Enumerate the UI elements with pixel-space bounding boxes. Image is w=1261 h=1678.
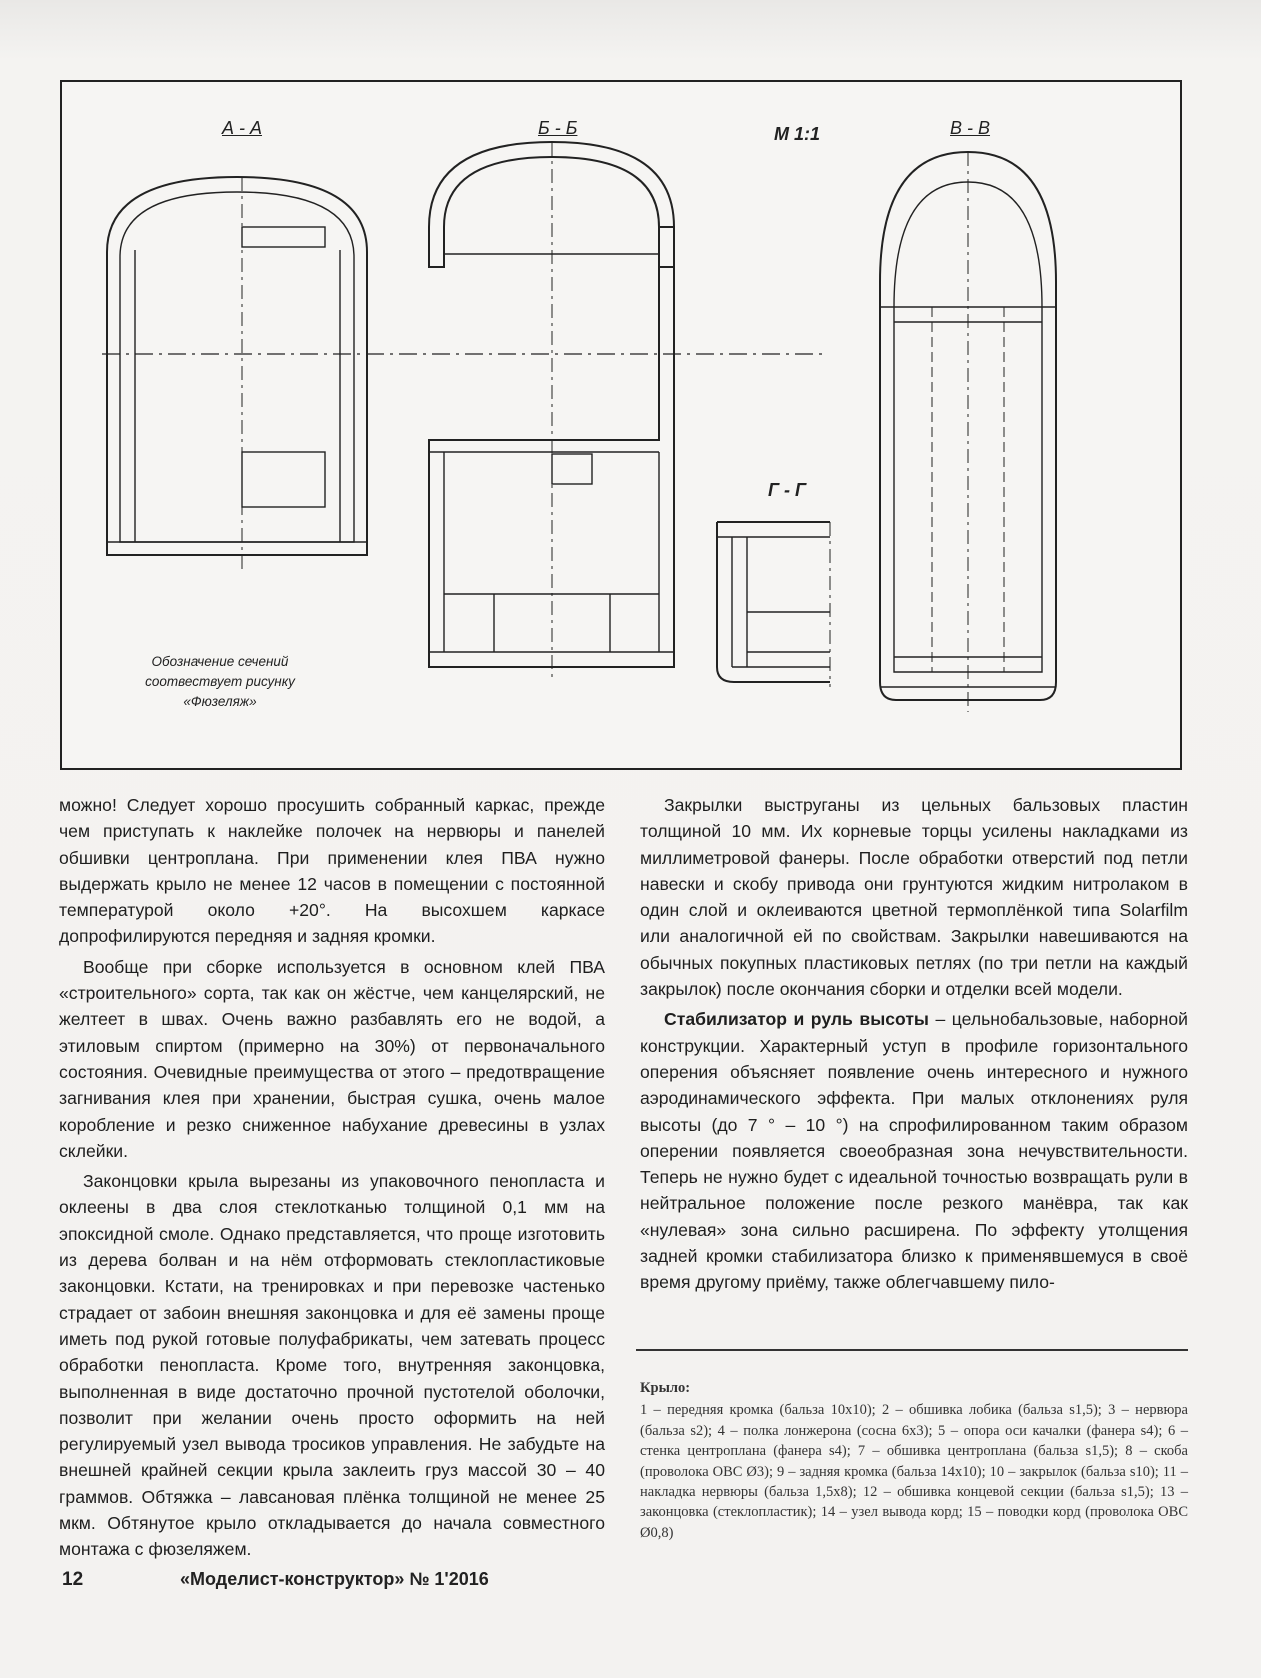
- legend-text: 1 – передняя кромка (бальза 10х10); 2 – обшивка лобика (бальза s1,5); 3 – нервюра (бальза s2); 4 – полка лонжерона (сосна 6х3); 5 – опора оси качалки (фанера s4); 6 – стенка центроплана (фанера s4); 7 – обшивка центроплана (бальза s1,5); 8 – скоба (проволока ОВС Ø3); 9 – задняя кромка (бальза 14х10); 10 – закрылок (бальза s10); 11 – накладка нервюры (бальза 1,5х8); 12 – обшивка концевой секции (бальза s1,5); 13 – законцовка (стеклопластик); 14 – узел вывода корд; 15 – поводки корд (проволока ОВС Ø0,8): [640, 1402, 1188, 1541]
- right-text-column: [640, 792, 1188, 1296]
- legend-divider: [636, 1349, 1188, 1351]
- paragraph-text: – цельнобальзовые, наборной конструкции. Характерный уступ в профиле горизонтального оперения объясняет появление очень интересного и нужного аэродинамического эффекта. При малых отклонениях руля высоты (до 7 ° – 10 °) на спрофилированном таким образом оперении появляется своеобразная зона нечувствительности. Теперь не нужно будет с идеальной точностью возвращать рули в нейтральное положение после резкого манёвра, так как «нулевая» зона сильно расширена. По эффекту утолщения задней кромки стабилизатора близко к применявшемуся в своё время другому приёму, также облегчавшему пило-: [640, 1009, 1188, 1293]
- legend-title: Крыло:: [640, 1380, 691, 1396]
- section-aa-shape: [107, 177, 367, 572]
- section-bb-shape: [429, 142, 674, 682]
- left-text-column: [59, 792, 605, 1563]
- page-number: 12: [62, 1569, 84, 1590]
- paragraph: Вообще при сборке используется в основном клей ПВА «строительного» сорта, так как он жёстче, чем канцелярский, не желтеет в швах. Очень важно разбавлять его не водой, а этиловым спиртом (примерно на 30%) от первоначального состояния. Очевидные преимущества от этого – предотвращение загнивания клея при хранении, быстрая сушка, очень малое коробление и резко сниженное набухание древесины в узлах склейки.: [59, 956, 605, 1161]
- paragraph: можно! Следует хорошо просушить собранный каркас, прежде чем приступать к наклейке полочек на нервюры и панелей обшивки центроплана. При применении клея ПВА нужно выдержать крыло не менее 12 часов в помещении с постоянной температурой около +20°. На высохшем каркасе допрофилируются передняя и задняя кромки.: [59, 795, 605, 947]
- scale-label: М 1:1: [774, 124, 821, 144]
- caption-line: Обозначение сечений: [151, 654, 289, 669]
- section-aa-label: А - А: [222, 118, 263, 138]
- paragraph-stabilizer: [640, 1006, 1188, 1295]
- magazine-title: «Моделист-конструктор» № 1'2016: [180, 1569, 489, 1589]
- paragraph: Закрылки выструганы из цельных бальзовых пластин толщиной 10 мм. Их корневые торцы усилены накладками из миллиметровой фанеры. После обработки отверстий под петли навески и скобу привода они грунтуются жидким нитролаком в один слой и оклеиваются цветной термоплёнкой типа Solarfilm или аналогичной ей по свойствам. Закрылки навешиваются на обычных покупных пластиковых петлях (по три петли на каждый закрылок) после окончания сборки и отделки всей модели.: [640, 795, 1188, 1000]
- section-gg-shape: [717, 522, 830, 687]
- caption-line: «Фюзеляж»: [183, 694, 257, 709]
- figure-legend: [640, 1378, 1188, 1543]
- drawing-caption: [120, 652, 320, 712]
- caption-line: соотвествует рисунку: [145, 674, 295, 689]
- section-gg-label: Г - Г: [768, 480, 807, 500]
- section-bb-label: Б - Б: [538, 118, 578, 138]
- section-vv-shape: [880, 152, 1056, 712]
- section-vv-label: В - В: [950, 118, 991, 138]
- paragraph: Законцовки крыла вырезаны из упаковочного пенопласта и оклеены в два слоя стеклотканью толщиной 0,1 мм на эпоксидной смоле. Однако представляется, что проще изготовить из дерева болван и на нём отформовать стеклопластиковые законцовки. Кстати, на тренировках и при перевозке частенько страдает от забоин внешняя законцовка и для её замены проще иметь под рукой готовые полуфабрикаты, чем затевать процесс обработки пенопласта. Кроме того, внутренняя законцовка, выполненная в виде достаточно прочной пустотелой оболочки, позволит при желании очень просто оформить на ней регулируемый узел вывода тросиков управления. Не забудьте на внешней крайней секции крыла заклеить груз массой 30 – 40 граммов. Обтяжка – лавсановая плёнка толщиной не менее 25 мкм. Обтянутое крыло откладывается до начала совместного монтажа с фюзеляжем.: [59, 1171, 605, 1560]
- subheading: Стабилизатор и руль высоты: [664, 1009, 929, 1030]
